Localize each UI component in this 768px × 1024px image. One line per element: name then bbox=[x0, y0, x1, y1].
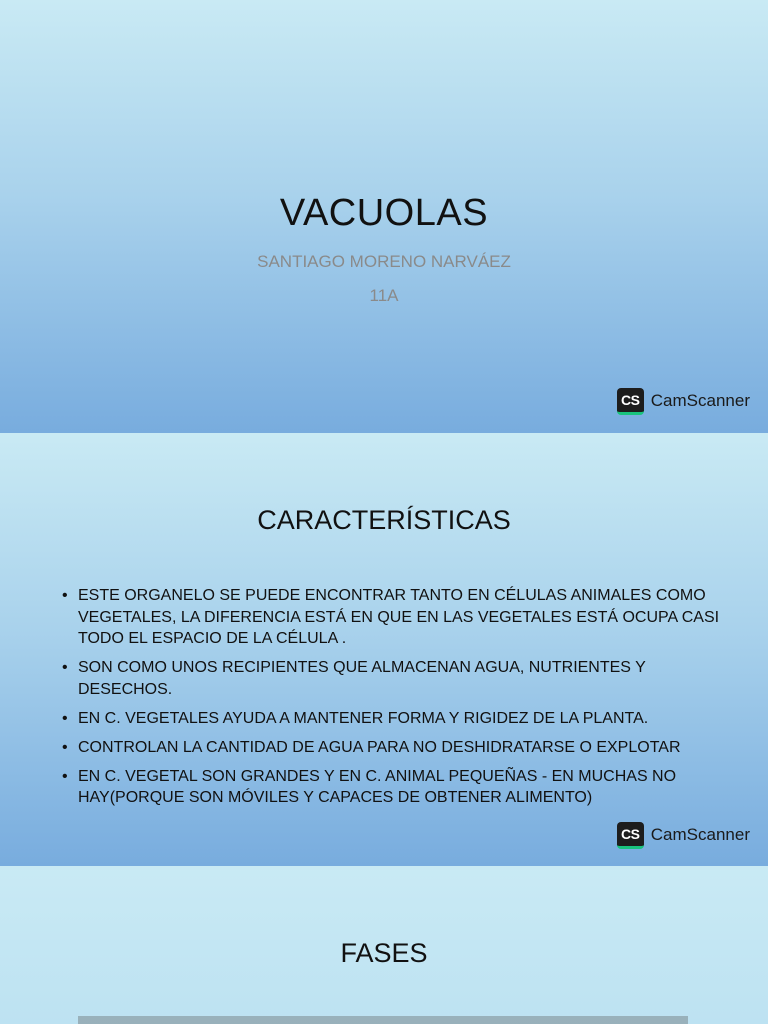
bullet-marker: • bbox=[62, 767, 68, 785]
author-name: SANTIAGO MORENO NARVÁEZ bbox=[257, 252, 511, 271]
bullet-marker: • bbox=[62, 709, 68, 727]
slide-heading: FASES bbox=[340, 938, 428, 968]
bullet-text: EN C. VEGETALES AYUDA A MANTENER FORMA Y RIGIDEZ DE LA PLANTA. bbox=[78, 709, 649, 727]
bullet-text: SON COMO UNOS RECIPIENTES QUE ALMACENAN AGUA, NUTRIENTES Y DESECHOS. bbox=[78, 659, 646, 698]
slide-title bbox=[0, 0, 768, 433]
bullet-text: EN C. VEGETAL SON GRANDES Y EN C. ANIMAL PEQUEÑAS - EN MUCHAS NO HAY(PORQUE SON MÓVILES Y CAPACES DE OBTENER ALIMENTO) bbox=[78, 767, 677, 806]
list-item bbox=[62, 708, 722, 730]
slide-characteristics bbox=[0, 433, 768, 866]
bullet-marker: • bbox=[62, 738, 68, 756]
bullet-list bbox=[62, 585, 722, 816]
list-item bbox=[62, 585, 722, 650]
camscanner-watermark bbox=[617, 821, 750, 849]
slide-heading: CARACTERÍSTICAS bbox=[257, 505, 511, 535]
slide-phases bbox=[0, 866, 768, 1024]
camscanner-logo-icon: CS bbox=[617, 822, 644, 849]
bullet-marker: • bbox=[62, 659, 68, 676]
list-item bbox=[62, 737, 722, 759]
bullet-text: ESTE ORGANELO SE PUEDE ENCONTRAR TANTO EN CÉLULAS ANIMALES COMO VEGETALES, LA DIFERENCIA ESTÁ EN QUE EN LAS VEGETALES ESTÁ OCUPA CASI TODO EL ESPACIO DE LA CÉLULA . bbox=[78, 587, 720, 647]
list-item bbox=[62, 657, 722, 700]
slide-title-text: VACUOLAS bbox=[279, 192, 489, 234]
camscanner-brand-text: CamScanner bbox=[650, 825, 750, 844]
camscanner-logo-icon: CS bbox=[617, 388, 644, 415]
list-item bbox=[62, 766, 722, 809]
cut-off-text-line bbox=[78, 1016, 688, 1024]
bullet-marker: • bbox=[62, 587, 68, 604]
bullet-text: CONTROLAN LA CANTIDAD DE AGUA PARA NO DESHIDRATARSE O EXPLOTAR bbox=[78, 738, 681, 756]
camscanner-brand-text: CamScanner bbox=[650, 391, 750, 410]
camscanner-watermark bbox=[617, 387, 750, 415]
grade-label: 11A bbox=[369, 286, 399, 305]
